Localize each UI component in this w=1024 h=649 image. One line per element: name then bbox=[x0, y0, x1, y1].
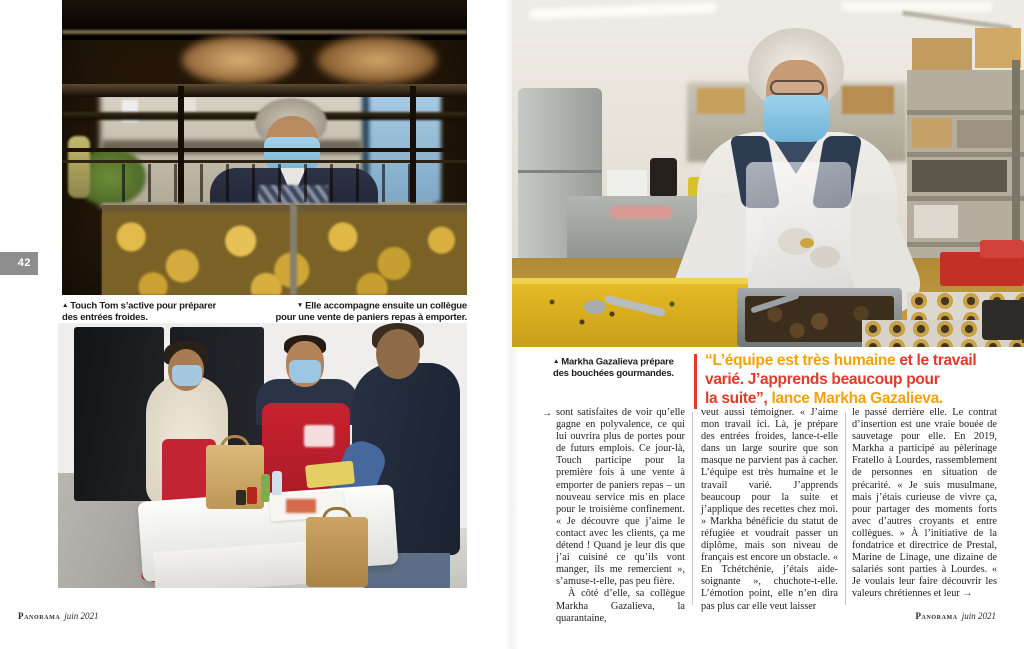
photo3-caption-line1: Markha Gazalieva prépare bbox=[561, 356, 674, 368]
article-column-1 bbox=[556, 407, 685, 625]
bread-loaf bbox=[182, 36, 297, 84]
man-face-mask bbox=[289, 360, 321, 383]
markha-gloved-hand bbox=[810, 246, 840, 268]
photo1-caption bbox=[62, 300, 282, 324]
photo2-caption-line1: Elle accompagne ensuite un collègue bbox=[305, 300, 467, 312]
caption-up-arrow-icon: ▲ bbox=[553, 358, 560, 365]
quote-rule bbox=[694, 354, 697, 409]
photo3-caption-line2: des bouchées gourmandes. bbox=[553, 368, 674, 379]
customer-head bbox=[376, 329, 420, 379]
column-rule bbox=[845, 412, 846, 605]
article-column-2 bbox=[701, 407, 838, 613]
photo2-caption bbox=[252, 300, 467, 324]
fridge-seam bbox=[518, 170, 602, 173]
ceiling-light bbox=[530, 3, 715, 19]
cardboard-box bbox=[697, 88, 745, 114]
cardboard-box bbox=[957, 120, 1012, 148]
shelf-edge bbox=[62, 30, 467, 34]
article-paragraph: le passé derrière elle. Le contrat d’insertion est une vraie bouée de sauvetage pour elle. En 2019, Markha a participé au pèlerinage Fratello à Lourdes, rassemblement de personnes en situation de précarité. « Je suis musulmane, mais j’étais curieuse de vivre ça, pour partager des moments forts avec d’autres croyants et entre collègues. » À l’initiative de la fondatrice et directrice de Prestal, Marine de Linage, une dizaine de salariés sont parties à Lourdes. « Je voulais leur faire découvrir les valeurs chrétiennes et leur → bbox=[852, 407, 997, 600]
red-crate bbox=[980, 240, 1024, 258]
oil-bottle bbox=[68, 136, 90, 198]
cold-starters-food bbox=[102, 212, 467, 295]
continuation-arrow-icon: → bbox=[962, 588, 973, 600]
charcuterie bbox=[610, 206, 672, 219]
kettle bbox=[650, 158, 677, 196]
footer-right bbox=[915, 611, 996, 621]
photo2-caption-line2: pour une vente de paniers repas à emporter. bbox=[275, 312, 467, 323]
apron-logo bbox=[304, 425, 334, 447]
soda-can bbox=[247, 487, 257, 504]
article-paragraph: sont satisfaites de voir qu’elle gagne en polyvalence, ce qui lui ouvrira plus de portes pour de futurs emplois. Ce jour-là, Touch participe pour la première fois à une vente à emporter de paniers repas – un nouveau service mis en place pour le troisième confinement. « Je découvre que j’aime le contact avec les clients, ça me détend ! Quand je leur dis que j’ai cuisiné ce qu’ils vont manger, ils me remercient », s’amuse-t-elle, pas peu fière. bbox=[556, 407, 685, 588]
tartlet-in-hand bbox=[800, 238, 814, 248]
caption-up-arrow-icon: ▲ bbox=[62, 302, 69, 309]
white-tub bbox=[914, 205, 958, 238]
spoon bbox=[584, 300, 606, 314]
dark-bin bbox=[912, 160, 1007, 192]
article-paragraph: À côté d’elle, sa collègue Markha Gazalieva, la quarantaine, bbox=[556, 588, 685, 624]
tray-divider bbox=[290, 205, 297, 295]
magazine-name: Panorama bbox=[915, 611, 958, 621]
crumbs bbox=[522, 290, 722, 330]
ceiling-light bbox=[842, 2, 992, 11]
caption-down-arrow-icon: ▼ bbox=[296, 302, 304, 309]
flyer bbox=[286, 499, 316, 513]
worktable-edge bbox=[512, 278, 748, 284]
photo1-caption-line1: Touch Tom s’active pour préparer bbox=[70, 300, 217, 312]
pull-quote-line3: la suite”, lance Markha Gazalieva. bbox=[705, 390, 943, 407]
markha-glasses bbox=[770, 80, 824, 95]
photo-takeaway-sale bbox=[58, 323, 467, 588]
page-number-tab: 42 bbox=[0, 252, 38, 275]
cardboard-box bbox=[842, 86, 894, 114]
bread-loaf bbox=[317, 36, 437, 84]
markha-face-mask bbox=[763, 95, 829, 142]
footer-left bbox=[18, 611, 99, 621]
photo3-caption bbox=[553, 356, 713, 380]
article-paragraph: veut aussi témoigner. « J’aime mon travail ici. Là, je prépare des entrées froides, lance-t-elle dans un large sourire que son masque ne parvient pas à cacher. L’équipe est très humaine et le travail varié. J’apprends beaucoup pour la suite et j’applique des recettes chez moi. » Markha bénéficie du statut de réfugiée et voudrait passer un diplôme, mais son niveau de français est encore un obstacle. « En Tchétchénie, j’étais aide-soignante », chuchote-t-elle. L’émotion point, elle n’en dira pas plus car elle veut laisser bbox=[701, 407, 838, 612]
continuation-arrow-icon: → bbox=[542, 408, 552, 419]
cardboard-box bbox=[912, 118, 952, 148]
cardboard-box bbox=[912, 38, 972, 70]
shelf-board bbox=[907, 152, 1024, 157]
white-box bbox=[607, 170, 647, 197]
rack-grid bbox=[122, 164, 422, 202]
black-tub bbox=[982, 300, 1024, 340]
rack-bar bbox=[62, 84, 467, 97]
rack-rim bbox=[62, 160, 467, 163]
rack-rim bbox=[62, 148, 467, 152]
article-column-3 bbox=[852, 407, 997, 601]
top-shelf bbox=[62, 0, 467, 40]
pull-quote-line1: “L’équipe est très humaine et le travail bbox=[705, 352, 977, 369]
photo1-caption-line2: des entrées froides. bbox=[62, 312, 148, 323]
paper-bag bbox=[306, 517, 368, 587]
jar bbox=[236, 490, 246, 505]
woman-face-mask bbox=[172, 365, 202, 386]
column-rule bbox=[692, 412, 693, 605]
pull-quote bbox=[705, 351, 1015, 408]
issue-date: juin 2021 bbox=[64, 611, 99, 621]
photo-markha-kitchen bbox=[512, 0, 1024, 347]
shelf-board bbox=[907, 110, 1024, 115]
issue-date: juin 2021 bbox=[961, 611, 996, 621]
magazine-name: Panorama bbox=[18, 611, 61, 621]
photo-kitchen-rack bbox=[62, 0, 467, 295]
pull-quote-line2: varié. J’apprends beaucoup pour bbox=[705, 371, 940, 388]
shelf-board bbox=[907, 196, 1024, 201]
